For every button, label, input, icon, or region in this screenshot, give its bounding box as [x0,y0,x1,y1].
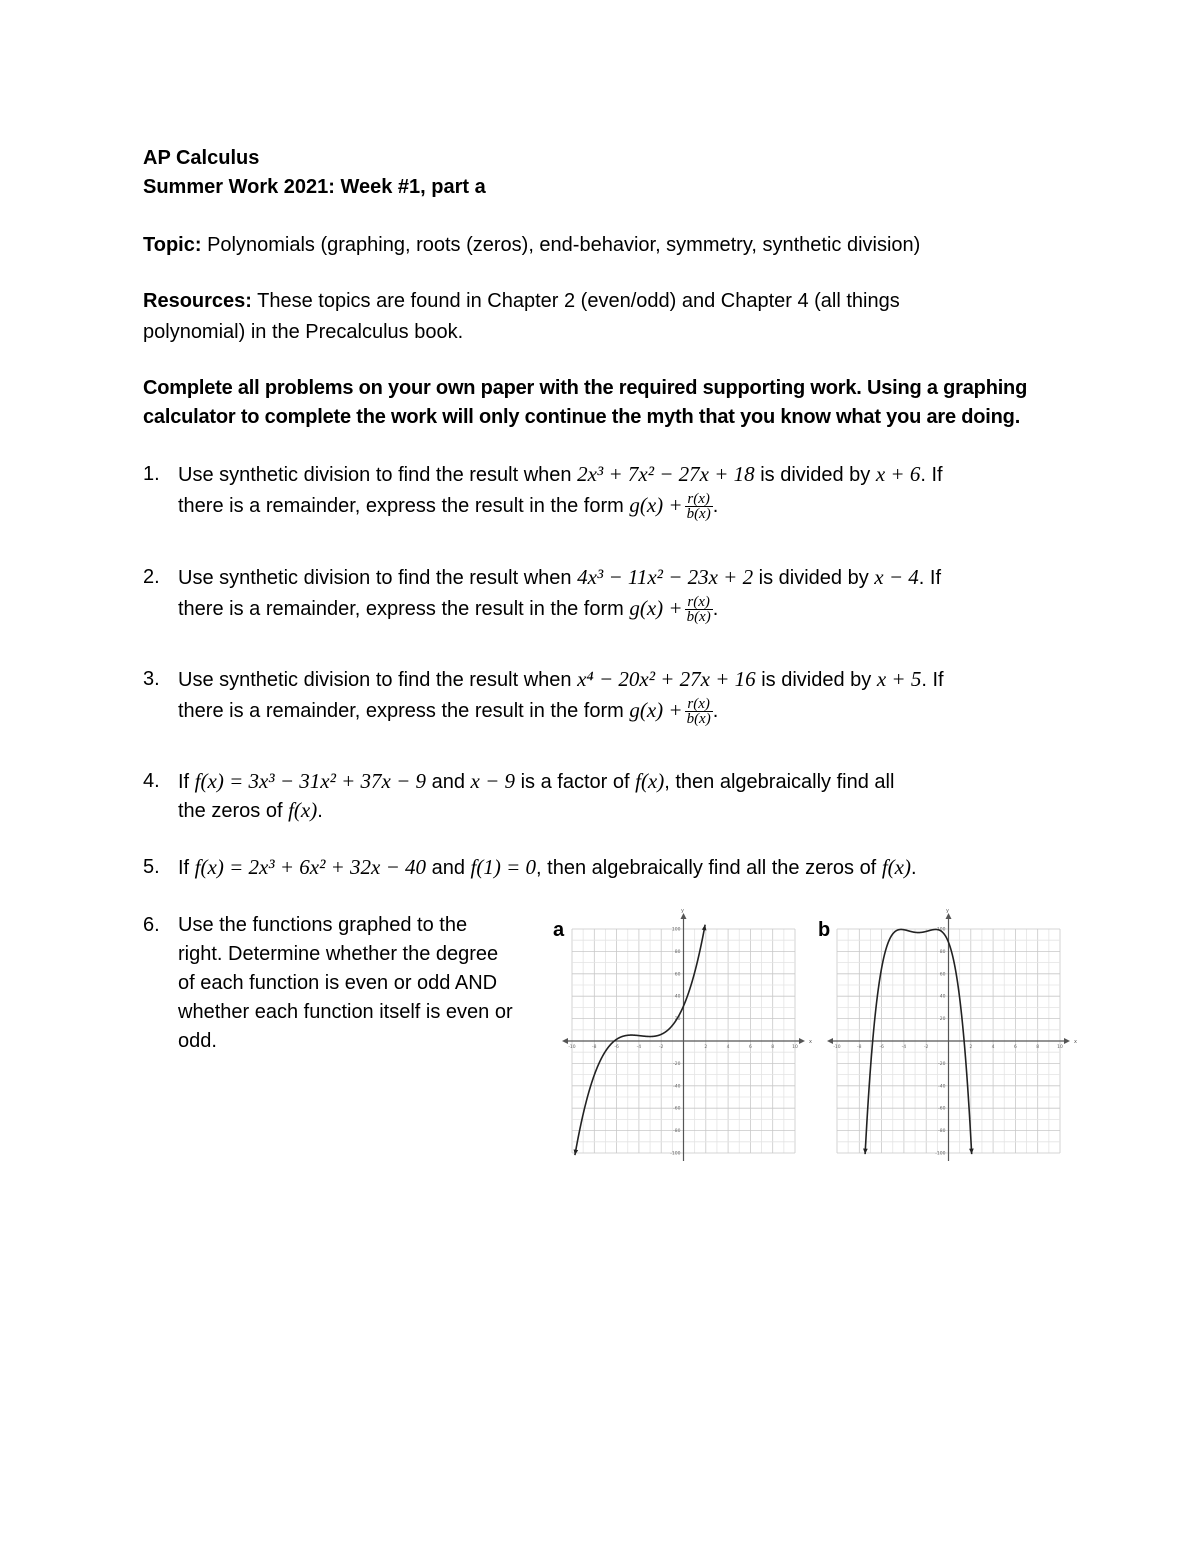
problem-4-line2-end: . [317,800,323,822]
x-tick-label: -6 [614,1045,619,1050]
fraction-numerator: r(x) [685,595,713,610]
problem-4-line2-text: the zeros of [178,800,289,822]
x-tick-label: 6 [1013,1045,1017,1050]
problem-2-post: . If [918,567,942,589]
problem-2-text: Use synthetic division to find the result when [178,567,578,589]
fraction-denominator: b(x) [686,506,711,522]
y-tick-label: -60 [673,1106,681,1112]
problem-5-fx: f(x) [881,855,911,879]
x-tick-label: -6 [879,1045,884,1050]
problem-1-line-2: there is a remainder, express the result in the form g(x) + $\frac{r(x)}{b(x)}$ . [178,491,719,522]
problem-1-fraction [685,492,713,521]
problem-6-line-2: right. Determine whether the degree [178,943,499,965]
x-tick-label: 10 [792,1045,798,1050]
problem-3-line-2: there is a remainder, express the result in the form g(x) + $\frac{r(x)}{b(x)}$ . [178,696,719,727]
graph-a-label: a [553,919,565,941]
problem-3-remainder-text: there is a remainder, express the result in the form [178,699,630,722]
problem-4-mid: and [426,771,471,793]
y-tick-label: 40 [674,994,681,1000]
fraction-denominator: b(x) [686,711,711,727]
problem-6-line-5: odd. [178,1030,217,1052]
problem-4-post: is a factor of [515,771,636,793]
x-tick-label: 4 [726,1045,730,1050]
x-axis-arrow [1064,1038,1070,1044]
problem-2-mid: is divided by [753,567,875,589]
problem-1-number: 1. [143,463,160,485]
problem-4-polynomial: f(x) = 3x³ − 31x² + 37x − 9 [194,769,427,793]
y-tick-label: -20 [673,1061,681,1067]
instructions-line-2: calculator to complete the work will only continue the myth that you know what you are doing. [143,406,1021,428]
x-tick-label: 2 [969,1045,973,1050]
problem-3-polynomial: x⁴ − 20x² + 27x + 16 [577,667,756,691]
y-tick-label: -20 [938,1061,946,1067]
x-tick-label: 8 [771,1045,775,1050]
y-tick-label: 80 [674,949,681,955]
graph-b [825,905,1075,1165]
x-axis-label: x [809,1039,812,1045]
y-tick-label: -40 [673,1084,681,1090]
y-tick-label: -100 [670,1151,681,1157]
problem-4-line-2 [178,798,323,823]
problem-4-text: If [178,771,195,793]
problem-6-line-1: Use the functions graphed to the [178,914,468,936]
x-axis-arrow [799,1038,805,1044]
topic-label: Topic: [143,234,202,256]
function-curve [865,929,972,1154]
topic-line [143,233,920,257]
resources-text: These topics are found in Chapter 2 (even/odd) and Chapter 4 (all things [251,290,900,312]
fraction-numerator: r(x) [685,492,713,507]
problem-2-polynomial: 4x³ − 11x² − 23x + 2 [577,565,754,589]
y-axis-label: y [946,908,949,914]
problem-1-polynomial: 2x³ + 7x² − 27x + 18 [577,462,755,486]
problem-5-number: 5. [143,856,160,878]
y-tick-label: -40 [938,1084,946,1090]
problem-3-divisor: x + 5 [876,667,922,691]
problem-4-number: 4. [143,770,160,792]
problem-5-polynomial: f(x) = 2x³ + 6x² + 32x − 40 [194,855,427,879]
problem-2-line-2: there is a remainder, express the result in the form g(x) + $\frac{r(x)}{b(x)}$ . [178,594,719,625]
problem-6-line-3: of each function is even or odd AND [178,972,498,994]
problem-6-line-4: whether each function itself is even or [178,1001,513,1023]
problem-2-divisor: x − 4 [874,565,919,589]
y-tick-label: -60 [938,1106,946,1112]
problem-4-factor: x − 9 [470,769,516,793]
y-tick-label: 20 [939,1017,946,1023]
x-tick-label: -4 [636,1045,642,1050]
x-axis-arrow [827,1038,833,1044]
x-tick-label: -8 [857,1045,862,1050]
y-tick-label: -80 [673,1129,681,1135]
problem-1-form: g(x) + [629,492,683,517]
problem-3-form: g(x) + [629,697,683,722]
problem-2-form: g(x) + [629,595,683,620]
y-tick-label: 40 [939,994,946,1000]
y-tick-label: 80 [939,949,946,955]
fraction-numerator: r(x) [685,697,713,712]
problem-2-fraction [685,595,713,624]
resources-line-1 [143,289,900,313]
problem-3-post: . If [921,669,944,691]
problem-4-fx: f(x) [635,769,665,793]
x-tick-label: 4 [991,1045,995,1050]
resources-label: Resources: [143,290,252,312]
y-tick-label: 60 [939,972,946,978]
problem-4-line2-fx: f(x) [288,798,318,822]
y-tick-label: 20 [674,1017,681,1023]
x-tick-label: -4 [901,1045,907,1050]
x-tick-label: -8 [592,1045,597,1050]
y-tick-label: 60 [674,972,681,978]
y-tick-label: -80 [938,1129,946,1135]
problem-5-condition: f(1) = 0 [470,855,537,879]
instructions-line-1: Complete all problems on your own paper with the required supporting work. Using a graphing [143,377,1028,399]
problem-5-post: , then algebraically find all the zeros of [536,857,882,879]
problem-1-mid: is divided by [754,464,876,486]
problem-2-line-1 [178,565,941,590]
problem-5-mid: and [426,857,471,879]
x-tick-label: 10 [1057,1045,1063,1050]
course-title: AP Calculus [143,147,260,169]
x-tick-label: -2 [923,1045,929,1050]
x-tick-label: -2 [658,1045,664,1050]
problem-5-text: If [178,857,195,879]
x-tick-label: -10 [833,1045,841,1050]
problem-4-line-1 [178,769,894,794]
x-tick-label: 6 [748,1045,752,1050]
problem-1-post: . If [920,464,943,486]
x-axis-arrow [562,1038,568,1044]
x-tick-label: -10 [568,1045,576,1050]
topic-text: Polynomials (graphing, roots (zeros), end-behavior, symmetry, synthetic division) [201,234,921,256]
y-tick-label: 100 [936,927,946,933]
problem-1-remainder-text: there is a remainder, express the result in the form [178,494,630,517]
problem-3-mid: is divided by [755,669,877,691]
problem-3-number: 3. [143,668,160,690]
problem-1-text: Use synthetic division to find the result when [178,464,578,486]
x-tick-label: 8 [1036,1045,1040,1050]
problem-4-post2: , then algebraically find all [664,771,895,793]
problem-3-text: Use synthetic division to find the result when [178,669,578,691]
problem-1-line-1 [178,462,943,487]
problem-3-line-1 [178,667,944,692]
y-tick-label: 100 [671,927,681,933]
problem-2-number: 2. [143,566,160,588]
worksheet-subtitle: Summer Work 2021: Week #1, part a [143,176,486,198]
problem-6-number: 6. [143,914,160,936]
problem-2-remainder-text: there is a remainder, express the result in the form [178,597,630,620]
resources-line-2: polynomial) in the Precalculus book. [143,321,464,343]
fraction-denominator: b(x) [686,609,711,625]
y-axis-label: y [681,908,684,914]
graph-b-label: b [818,919,831,941]
problem-5-line-1 [178,855,917,880]
graph-a [560,905,810,1165]
problem-3-fraction [685,697,713,726]
x-axis-label: x [1074,1039,1077,1045]
x-tick-label: 2 [704,1045,708,1050]
problem-5-end: . [910,857,917,879]
y-tick-label: -100 [935,1151,946,1157]
problem-1-divisor: x + 6 [875,462,921,486]
